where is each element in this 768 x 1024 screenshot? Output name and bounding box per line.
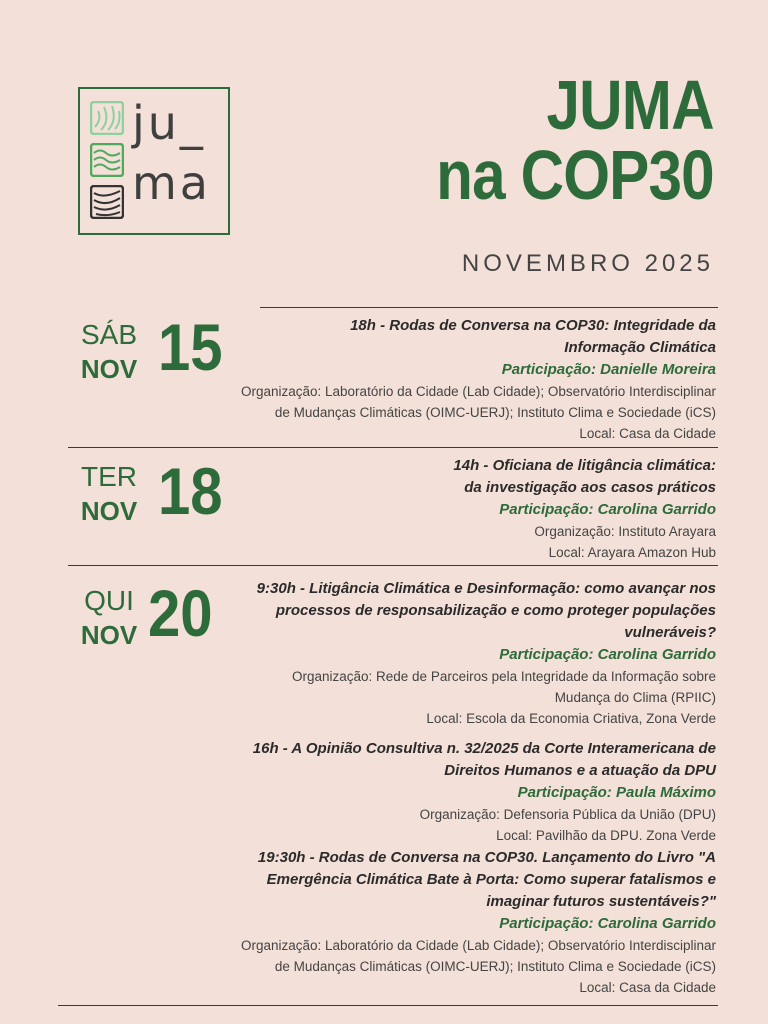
- event-location: Local: Pavilhão da DPU. Zona Verde: [496, 828, 716, 843]
- event-title: 18h - Rodas de Conversa na COP30: Integridade da Informação Climática: [350, 317, 716, 356]
- day-of-week: SÁB: [80, 319, 138, 350]
- event-organization: Organização: Rede de Parceiros pela Integridade da Informação sobre Mudança do Clima (RPIIC): [291, 669, 716, 705]
- event-participation: Participação: Paula Máximo: [517, 784, 716, 801]
- divider: [260, 307, 718, 308]
- day-of-week: TER: [81, 461, 137, 492]
- month-label: NOV: [80, 496, 138, 526]
- event-location: Local: Arayara Amazon Hub: [548, 545, 716, 560]
- logo-line1: ju_: [132, 96, 206, 150]
- month-label: NOV: [80, 620, 138, 650]
- event-title: 16h - A Opinião Consultiva n. 32/2025 da Corte Interamericana de Direitos Humanos e a atuação da DPU: [252, 740, 716, 779]
- day-of-week: QUI: [84, 585, 134, 616]
- day-label: [78, 586, 140, 650]
- month-label: NOV: [80, 354, 138, 384]
- event: [241, 315, 716, 444]
- event: [253, 738, 716, 846]
- day-label: [78, 320, 140, 384]
- event-organization: Organização: Instituto Arayara: [534, 524, 716, 539]
- divider: [68, 447, 718, 448]
- event: [257, 578, 716, 729]
- wave-pattern-icon: [90, 143, 124, 177]
- day-label: [78, 462, 140, 526]
- page-subtitle: NOVEMBRO 2025: [461, 250, 714, 277]
- event-organization: Organização: Defensoria Pública da União (DPU): [419, 807, 716, 822]
- event-participation: Participação: Carolina Garrido: [499, 646, 716, 663]
- leaf-pattern-icon: [90, 101, 124, 135]
- event-title: 14h - Oficiana de litigância climática: da investigação aos casos práticos: [453, 457, 716, 496]
- event-location: Local: Casa da Cidade: [579, 426, 716, 441]
- event-participation: Participação: Carolina Garrido: [499, 915, 716, 932]
- event-organization: Organização: Laboratório da Cidade (Lab Cidade); Observatório Interdisciplinar de Mudanças Climáticas (OIMC-UERJ); Instituto Clima e Sociedade (iCS): [240, 384, 716, 420]
- juma-logo: [78, 87, 230, 235]
- event-organization: Organização: Laboratório da Cidade (Lab Cidade); Observatório Interdisciplinar de Mudanças Climáticas (OIMC-UERJ); Instituto Clima e Sociedade (iCS): [240, 938, 716, 974]
- day-number: 18: [158, 454, 223, 528]
- page-title: [436, 66, 714, 214]
- day-number: 15: [158, 310, 223, 384]
- event-location: Local: Casa da Cidade: [579, 980, 716, 995]
- event-participation: Participação: Carolina Garrido: [499, 501, 716, 518]
- title-line1: JUMA: [546, 66, 714, 144]
- logo-icons: [90, 101, 124, 227]
- title-line2: na COP30: [436, 136, 714, 214]
- event: [241, 847, 716, 998]
- logo-wordmark: [132, 93, 211, 213]
- grain-pattern-icon: [90, 185, 124, 219]
- event-title: 19:30h - Rodas de Conversa na COP30. Lançamento do Livro "A Emergência Climática Bate à Porta: Como superar fatalismos e imaginar futuros sustentáveis?": [257, 849, 716, 910]
- event-location: Local: Escola da Economia Criativa, Zona Verde: [426, 711, 716, 726]
- divider: [58, 1005, 718, 1006]
- event-participation: Participação: Danielle Moreira: [501, 361, 716, 378]
- divider: [68, 565, 718, 566]
- logo-line2: ma: [132, 156, 211, 210]
- day-number: 20: [148, 576, 213, 650]
- event-title: 9:30h - Litigância Climática e Desinformação: como avançar nos processos de responsabilização e como proteger populações vulneráveis?: [256, 580, 716, 641]
- event: [453, 455, 716, 563]
